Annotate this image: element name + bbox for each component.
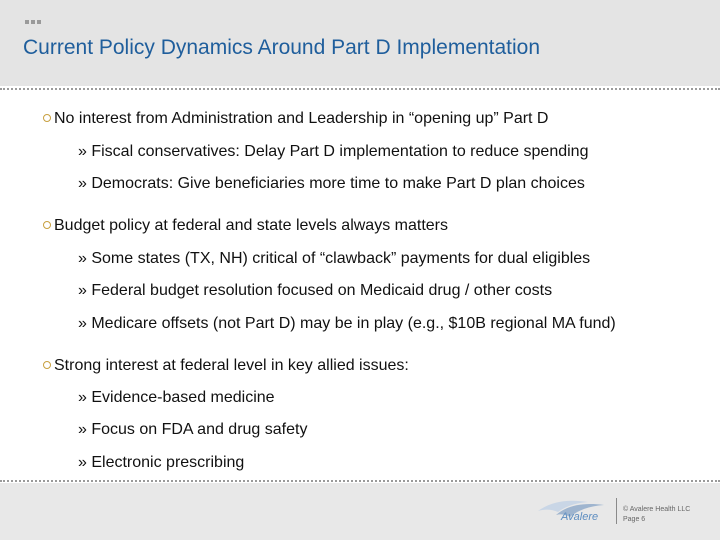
bullet-1-text: No interest from Administration and Leadership in “opening up” Part D	[54, 110, 549, 127]
sub-bullet-3-3: » Electronic prescribing	[78, 454, 245, 471]
page-number: Page 6	[623, 516, 646, 523]
bottom-divider	[0, 480, 720, 482]
sub-bullet-1-1: » Fiscal conservatives: Delay Part D implementation to reduce spending	[78, 143, 589, 160]
copyright-text: © Avalere Health LLC	[623, 506, 691, 513]
bullet-circle-icon	[43, 114, 51, 122]
bullet-1	[43, 110, 548, 128]
bullet-2	[43, 217, 448, 235]
footer-divider	[616, 498, 617, 524]
sub-bullet-2-3: » Medicare offsets (not Part D) may be in play (e.g., $10B regional MA fund)	[78, 315, 616, 332]
sub-bullet-2-2: » Federal budget resolution focused on Medicaid drug / other costs	[78, 282, 553, 299]
slide-title: Current Policy Dynamics Around Part D Implementation	[23, 36, 541, 59]
bullet-3-text: Strong interest at federal level in key allied issues:	[54, 357, 409, 374]
footer-info	[623, 505, 690, 525]
top-divider	[0, 88, 720, 90]
bullet-circle-icon	[43, 361, 51, 369]
footer-band	[0, 483, 720, 540]
logo-text: Avalere	[561, 511, 599, 523]
bullet-circle-icon	[43, 221, 51, 229]
bullet-3	[43, 357, 409, 375]
bullet-2-text: Budget policy at federal and state levels always matters	[54, 217, 448, 234]
decorative-squares-icon	[25, 20, 41, 24]
sub-bullet-1-2: » Democrats: Give beneficiaries more time to make Part D plan choices	[78, 175, 585, 192]
sub-bullet-2-1: » Some states (TX, NH) critical of “clawback” payments for dual eligibles	[78, 250, 591, 267]
header-band	[0, 0, 720, 86]
sub-bullet-3-2: » Focus on FDA and drug safety	[78, 421, 308, 438]
sub-bullet-3-1: » Evidence-based medicine	[78, 389, 275, 406]
